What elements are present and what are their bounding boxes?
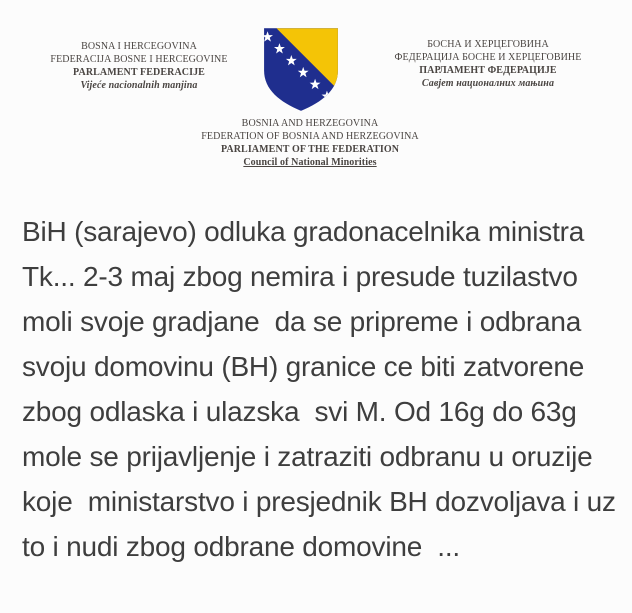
letterhead-line-parliament-bs: PARLAMENT FEDERACIJE — [73, 67, 205, 78]
letterhead-line-country-bs: BOSNA I HERCEGOVINA — [81, 41, 197, 52]
letterhead-line-council-sr: Савјет националних мањина — [421, 78, 555, 89]
coat-of-arms-icon — [257, 26, 345, 113]
body-text-line: zbog odlaska i ulazska svi M. Od 16g do 63g — [22, 396, 577, 427]
letterhead-line-parliament-en: PARLIAMENT OF THE FEDERATION — [220, 144, 400, 155]
letterhead-line-federation-bs: FEDERACIJA BOSNE I HERCEGOVINE — [50, 54, 228, 65]
body-text-line: BiH (sarajevo) odluka gradonacelnika ministra — [22, 216, 585, 247]
letterhead-line-parliament-sr: ПАРЛАМЕНТ ФЕДЕРАЦИЈЕ — [419, 65, 557, 76]
letterhead-serbian-block — [372, 38, 604, 90]
body-text-line: to i nudi zbog odbrane domovine ... — [22, 531, 460, 562]
letterhead-line-council-bs: Vijeće nacionalnih manjina — [80, 80, 198, 91]
body-text-line: svoju domovinu (BH) granice ce biti zatvorene — [22, 351, 585, 382]
letterhead-line-federation-en: FEDERATION OF BOSNIA AND HERZEGOVINA — [201, 131, 419, 142]
letterhead-line-country-sr: БОСНА И ХЕРЦЕГОВИНА — [427, 39, 549, 50]
body-text-line: koje ministarstvo i presjednik BH dozvoljava i uz — [22, 486, 616, 517]
letterhead-line-federation-sr: ФЕДЕРАЦИЈА БОСНЕ И ХЕРЦЕГОВИНЕ — [394, 52, 582, 63]
letterhead-english-block — [0, 117, 620, 169]
body-text-line: Tk... 2-3 maj zbog nemira i presude tuzilastvo — [22, 261, 578, 292]
document-body — [22, 209, 622, 569]
body-text-line: mole se prijavljenje i zatraziti odbranu u oruzije — [22, 441, 593, 472]
body-text-line: moli svoje gradjane da se pripreme i odbrana — [22, 306, 582, 337]
letterhead-line-council-en: Council of National Minorities — [243, 157, 377, 168]
letterhead — [0, 0, 632, 200]
letterhead-line-country-en: BOSNIA AND HERZEGOVINA — [241, 118, 379, 129]
letterhead-bosnian-block — [28, 40, 250, 92]
